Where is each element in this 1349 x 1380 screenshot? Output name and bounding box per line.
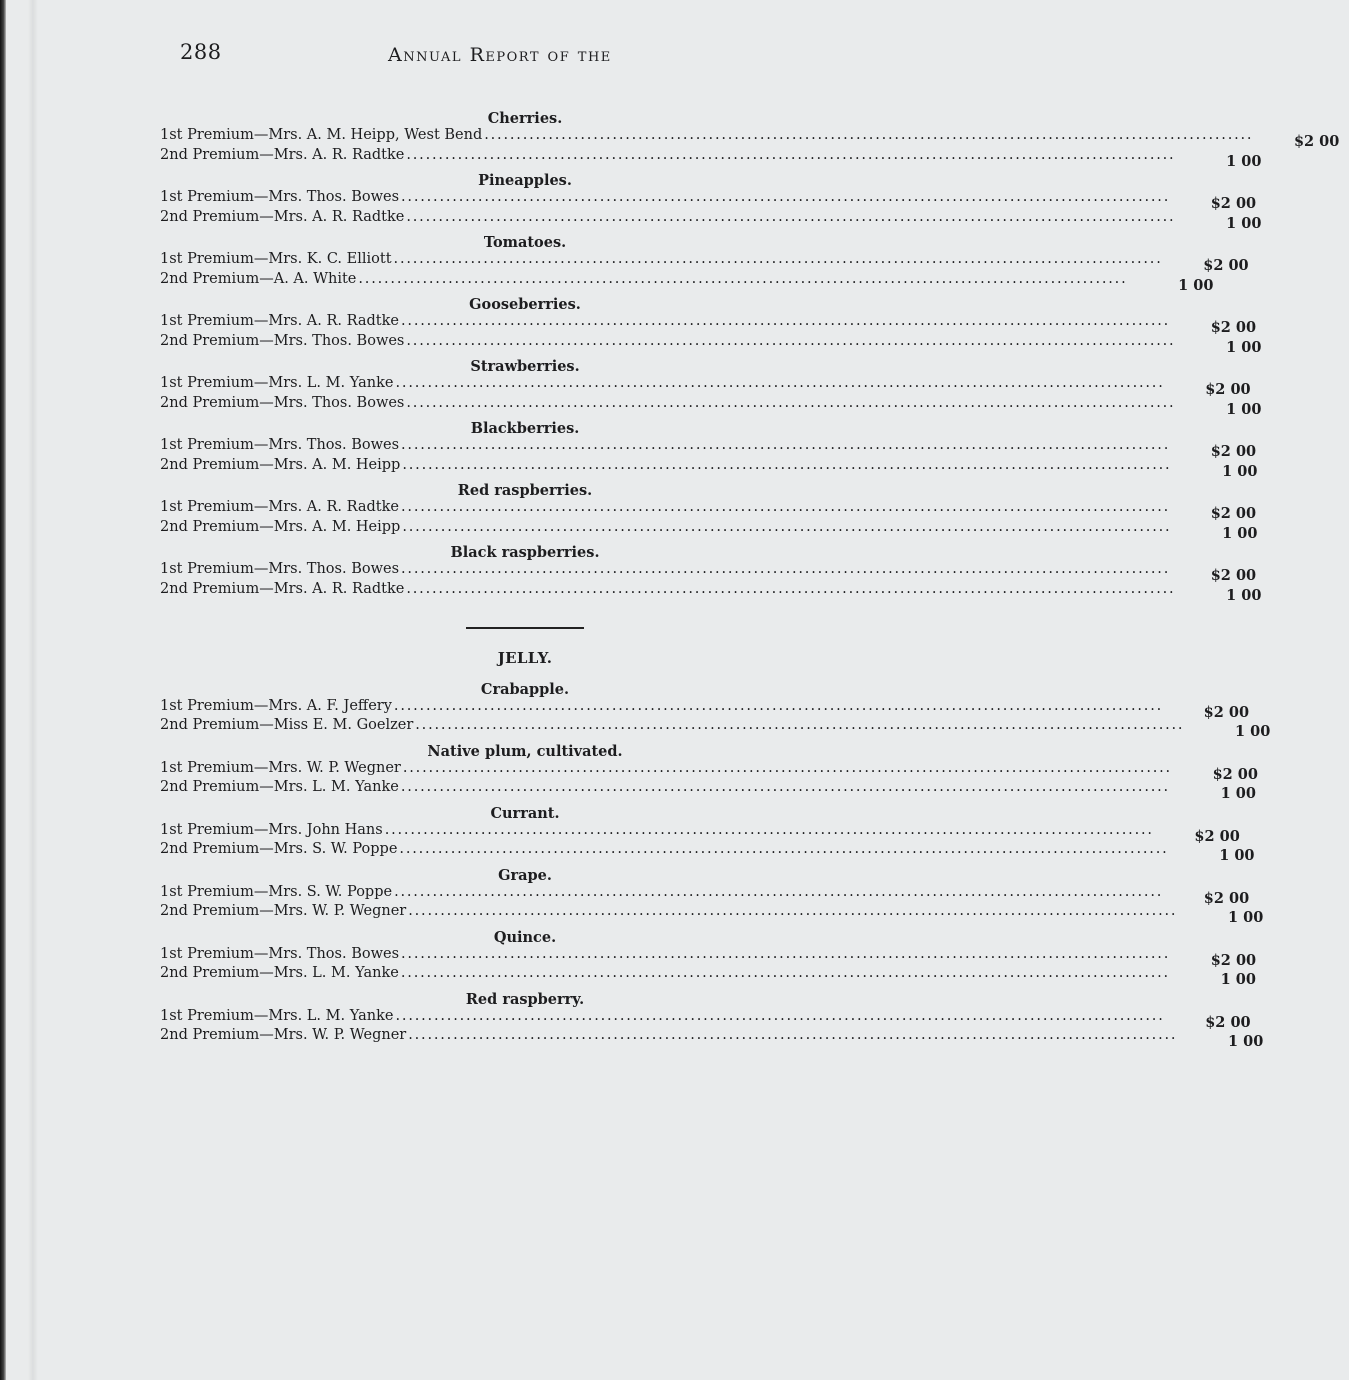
premium-entry: [160, 270, 1214, 294]
entry-place: 2nd: [160, 208, 188, 225]
entry-place: 2nd: [160, 332, 188, 349]
entry-label: 2nd Premium—Mrs. A. M. Heipp: [160, 518, 401, 535]
dot-leader: ........................................................................................................................: [393, 251, 1163, 267]
entry-label: 1st Premium—Mrs. Thos. Bowes: [160, 945, 400, 962]
entry-winner: Mrs. W. P. Wegner: [268, 759, 401, 776]
entry-place: 2nd: [160, 270, 188, 287]
entry-amount: 1 00: [1226, 586, 1262, 604]
entry-place: 2nd: [160, 779, 188, 795]
entry-place: 2nd: [160, 1027, 188, 1043]
entry-amount: $2 00: [1205, 381, 1251, 398]
entry-label: 2nd Premium—Mrs. L. M. Yanke: [160, 779, 399, 795]
entry-winner: Mrs. L. M. Yanke: [273, 779, 399, 795]
category-block: [160, 544, 1262, 604]
entry-place: 1st: [160, 437, 183, 453]
category-block: [160, 482, 1258, 542]
entry-place: 1st: [160, 499, 183, 515]
category-heading: Strawberries.: [470, 358, 580, 375]
premium-entry: [160, 208, 1262, 232]
entry-amount: $2 00: [1210, 195, 1257, 212]
dot-leader: ........................................................................................................................: [358, 270, 1128, 287]
entry-winner: Mrs. A. M. Heipp: [273, 518, 401, 535]
premium-entry: [160, 394, 1262, 418]
entry-label: 1st Premium—Mrs. L. M. Yanke: [160, 375, 394, 391]
premium-entry: [160, 697, 1250, 721]
entry-label: 2nd Premium—Mrs. A. R. Radtke: [160, 208, 405, 225]
entry-label: 2nd Premium—A. A. White: [160, 270, 357, 287]
premium-entry: [160, 456, 1258, 480]
entry-amount: 1 00: [1222, 462, 1258, 480]
entry-amount: 1 00: [1228, 1033, 1264, 1050]
category-heading: Black raspberries.: [450, 544, 600, 561]
entry-label: 1st Premium—Mrs. A. R. Radtke: [160, 313, 399, 329]
entry-label: 2nd Premium—Mrs. Thos. Bowes: [160, 394, 405, 411]
entry-amount: $2 00: [1210, 443, 1257, 460]
dot-leader: ........................................................................................................................: [406, 146, 1176, 163]
entry-amount: $2 00: [1194, 827, 1240, 845]
entry-amount: $2 00: [1203, 257, 1249, 274]
entry-place: 1st: [160, 883, 183, 900]
page-gutter-shadow: [28, 0, 38, 1380]
entry-place: 1st: [160, 375, 183, 391]
entry-winner: Mrs. A. R. Radtke: [268, 499, 399, 515]
entry-place: 1st: [160, 1007, 183, 1024]
entry-label: 1st Premium—Mrs. Thos. Bowes: [160, 189, 400, 205]
entry-label: 1st Premium—Mrs. W. P. Wegner: [160, 759, 401, 776]
category-block: [160, 234, 1249, 294]
premium-entry: [160, 945, 1257, 969]
entry-amount: $2 00: [1210, 505, 1257, 522]
entry-winner: Mrs. L. M. Yanke: [268, 375, 394, 391]
dot-leader: ........................................................................................................................: [484, 127, 1254, 143]
premium-entry: [160, 146, 1262, 170]
entry-place: 2nd: [160, 518, 188, 535]
dot-leader: ........................................................................................................................: [395, 375, 1165, 391]
page-number: 288: [180, 40, 222, 64]
entry-label: 2nd Premium—Mrs. Thos. Bowes: [160, 332, 405, 349]
entry-place: 1st: [160, 821, 183, 838]
entry-amount: $2 00: [1205, 1013, 1251, 1031]
category-block: [160, 296, 1262, 356]
entry-label: 1st Premium—Mrs. S. W. Poppe: [160, 883, 393, 900]
entry-place: 2nd: [160, 456, 188, 473]
premium-entry: [160, 127, 1340, 150]
entry-winner: Mrs. Thos. Bowes: [273, 394, 405, 411]
dot-leader: ........................................................................................................................: [415, 717, 1185, 733]
entry-label: 2nd Premium—Mrs. W. P. Wegner: [160, 1027, 407, 1043]
entry-winner: Mrs. W. P. Wegner: [273, 903, 407, 919]
category-heading: Native plum, cultivated.: [427, 742, 623, 760]
entry-winner: Mrs. A. M. Heipp: [273, 456, 401, 473]
entry-place: 1st: [160, 759, 183, 776]
dot-leader: ........................................................................................................................: [384, 821, 1154, 838]
premium-entry: [160, 821, 1240, 845]
entry-winner: Mrs. A. R. Radtke: [273, 146, 405, 163]
entry-label: 1st Premium—Mrs. A. F. Jeffery: [160, 697, 392, 714]
premium-entry: [160, 518, 1258, 542]
dot-leader: ........................................................................................................................: [401, 561, 1171, 577]
entry-label: 1st Premium—Mrs. A. R. Radtke: [160, 499, 399, 515]
entry-amount: $2 00: [1210, 319, 1257, 336]
entry-winner: Mrs. K. C. Elliott: [268, 251, 392, 267]
entry-place: 2nd: [160, 394, 188, 411]
dot-leader: ........................................................................................................................: [400, 965, 1170, 981]
entry-place: 1st: [160, 313, 183, 329]
entry-winner: Mrs. Thos. Bowes: [268, 561, 400, 577]
premium-entry: [160, 251, 1249, 274]
entry-place: 2nd: [160, 146, 188, 163]
premium-list: [160, 104, 1340, 1050]
entry-amount: 1 00: [1178, 276, 1214, 294]
entry-winner: Mrs. A. R. Radtke: [268, 313, 399, 329]
entry-place: 2nd: [160, 580, 188, 597]
category-heading: Tomatoes.: [483, 234, 567, 251]
premium-entry: [160, 841, 1255, 864]
entry-place: 2nd: [160, 841, 188, 857]
category-heading: Blackberries.: [470, 420, 580, 437]
entry-amount: $2 00: [1210, 951, 1257, 969]
entry-place: 2nd: [160, 903, 188, 919]
dot-leader: ........................................................................................................................: [399, 841, 1169, 857]
category-heading: Red raspberry.: [465, 990, 585, 1008]
entry-place: 1st: [160, 251, 183, 267]
running-head: Annual Report of the: [388, 44, 612, 66]
entry-winner: Mrs. Thos. Bowes: [268, 945, 400, 962]
dot-leader: ........................................................................................................................: [402, 456, 1172, 473]
premium-entry: [160, 580, 1262, 604]
entry-amount: 1 00: [1226, 152, 1262, 170]
entry-place: 2nd: [160, 717, 188, 733]
entry-winner: Mrs. Thos. Bowes: [268, 437, 400, 453]
entry-winner: Mrs. A. F. Jeffery: [268, 697, 392, 714]
entry-amount: $2 00: [1210, 567, 1257, 584]
premium-entry: [160, 717, 1271, 740]
category-heading: Currant.: [490, 804, 560, 822]
category-block: [160, 866, 1264, 926]
dot-leader: ........................................................................................................................: [400, 779, 1170, 795]
entry-winner: Mrs. Thos. Bowes: [268, 189, 400, 205]
premium-entry: [160, 332, 1262, 356]
entry-label: 1st Premium—Mrs. John Hans: [160, 821, 383, 838]
category-block: [160, 804, 1255, 864]
category-heading: Cherries.: [487, 110, 563, 127]
entry-amount: 1 00: [1226, 214, 1262, 232]
entry-amount: 1 00: [1226, 338, 1262, 356]
premium-entry: [160, 499, 1257, 522]
entry-winner: Miss E. M. Goelzer: [273, 717, 414, 733]
premium-section: [160, 627, 1271, 1050]
dot-leader: ........................................................................................................................: [401, 499, 1171, 515]
entry-label: 2nd Premium—Mrs. L. M. Yanke: [160, 965, 399, 981]
category-block: [160, 742, 1258, 802]
entry-place: 1st: [160, 189, 183, 205]
premium-entry: [160, 965, 1256, 988]
category-block: [160, 990, 1264, 1050]
dot-leader: ........................................................................................................................: [402, 759, 1172, 776]
entry-label: 2nd Premium—Mrs. W. P. Wegner: [160, 903, 407, 919]
premium-entry: [160, 759, 1258, 783]
entry-winner: Mrs. A. M. Heipp, West Bend: [268, 127, 483, 143]
dot-leader: ........................................................................................................................: [395, 1007, 1165, 1024]
entry-winner: Mrs. L. M. Yanke: [273, 965, 399, 981]
section-title: JELLY.: [497, 648, 553, 667]
entry-amount: $2 00: [1212, 765, 1258, 783]
entry-label: 1st Premium—Mrs. L. M. Yanke: [160, 1007, 394, 1024]
entry-amount: $2 00: [1203, 889, 1250, 907]
premium-entry: [160, 189, 1257, 212]
category-block: [160, 928, 1257, 988]
premium-entry: [160, 1027, 1264, 1050]
entry-winner: Mrs. S. W. Poppe: [273, 841, 398, 857]
entry-place: 1st: [160, 561, 183, 577]
premium-entry: [160, 779, 1256, 802]
entry-label: 2nd Premium—Mrs. S. W. Poppe: [160, 841, 398, 857]
entry-label: 1st Premium—Mrs. K. C. Elliott: [160, 251, 392, 267]
entry-amount: $2 00: [1293, 133, 1340, 150]
entry-winner: Mrs. W. P. Wegner: [273, 1027, 407, 1043]
entry-place: 1st: [160, 127, 183, 143]
category-block: [160, 358, 1262, 418]
entry-winner: Mrs. Thos. Bowes: [273, 332, 405, 349]
entry-winner: Mrs. John Hans: [268, 821, 383, 838]
entry-winner: A. A. White: [273, 270, 357, 287]
entry-label: 2nd Premium—Miss E. M. Goelzer: [160, 717, 414, 733]
category-block: [160, 172, 1262, 232]
dot-leader: ........................................................................................................................: [402, 518, 1172, 535]
category-heading: Crabapple.: [480, 680, 570, 698]
category-heading: Grape.: [498, 866, 552, 884]
premium-entry: [160, 883, 1250, 907]
category-heading: Pineapples.: [478, 172, 572, 189]
entry-place: 1st: [160, 697, 183, 714]
entry-winner: Mrs. A. R. Radtke: [273, 208, 405, 225]
entry-place: 1st: [160, 945, 183, 962]
entry-amount: 1 00: [1219, 847, 1255, 864]
dot-leader: ........................................................................................................................: [408, 903, 1178, 919]
dot-leader: ........................................................................................................................: [406, 208, 1176, 225]
entry-amount: 1 00: [1222, 524, 1258, 542]
category-heading: Quince.: [493, 928, 557, 946]
dot-leader: ........................................................................................................................: [401, 437, 1171, 453]
entry-label: 1st Premium—Mrs. A. M. Heipp, West Bend: [160, 127, 483, 143]
dot-leader: ........................................................................................................................: [394, 883, 1164, 900]
entry-label: 2nd Premium—Mrs. A. M. Heipp: [160, 456, 401, 473]
category-heading: Red raspberries.: [457, 482, 593, 499]
dot-leader: ........................................................................................................................: [401, 945, 1171, 962]
category-heading: Gooseberries.: [469, 296, 581, 313]
entry-amount: 1 00: [1220, 785, 1256, 802]
section-divider: [466, 627, 584, 629]
dot-leader: ........................................................................................................................: [406, 580, 1176, 597]
premium-entry: [160, 375, 1251, 398]
book-spine-shadow: [0, 0, 6, 1380]
premium-entry: [160, 313, 1257, 336]
entry-winner: Mrs. A. R. Radtke: [273, 580, 405, 597]
premium-entry: [160, 903, 1264, 926]
category-block: [160, 680, 1271, 740]
category-block: [160, 110, 1340, 170]
entry-amount: 1 00: [1220, 971, 1256, 988]
dot-leader: ........................................................................................................................: [401, 313, 1171, 329]
entry-label: 2nd Premium—Mrs. A. R. Radtke: [160, 580, 405, 597]
category-block: [160, 420, 1258, 480]
dot-leader: ........................................................................................................................: [401, 189, 1171, 205]
entry-label: 2nd Premium—Mrs. A. R. Radtke: [160, 146, 405, 163]
premium-entry: [160, 1007, 1251, 1031]
premium-entry: [160, 437, 1257, 460]
entry-amount: 1 00: [1228, 909, 1264, 926]
entry-amount: 1 00: [1226, 400, 1262, 418]
dot-leader: ........................................................................................................................: [408, 1027, 1178, 1043]
entry-amount: 1 00: [1235, 723, 1271, 740]
premium-entry: [160, 561, 1257, 584]
dot-leader: ........................................................................................................................: [406, 332, 1176, 349]
premium-section: [160, 110, 1340, 604]
dot-leader: ........................................................................................................................: [406, 394, 1176, 411]
entry-amount: $2 00: [1203, 703, 1250, 721]
entry-label: 1st Premium—Mrs. Thos. Bowes: [160, 437, 400, 453]
dot-leader: ........................................................................................................................: [393, 697, 1164, 714]
entry-winner: Mrs. L. M. Yanke: [268, 1007, 394, 1024]
entry-place: 2nd: [160, 965, 188, 981]
entry-winner: Mrs. S. W. Poppe: [268, 883, 393, 900]
entry-label: 1st Premium—Mrs. Thos. Bowes: [160, 561, 400, 577]
